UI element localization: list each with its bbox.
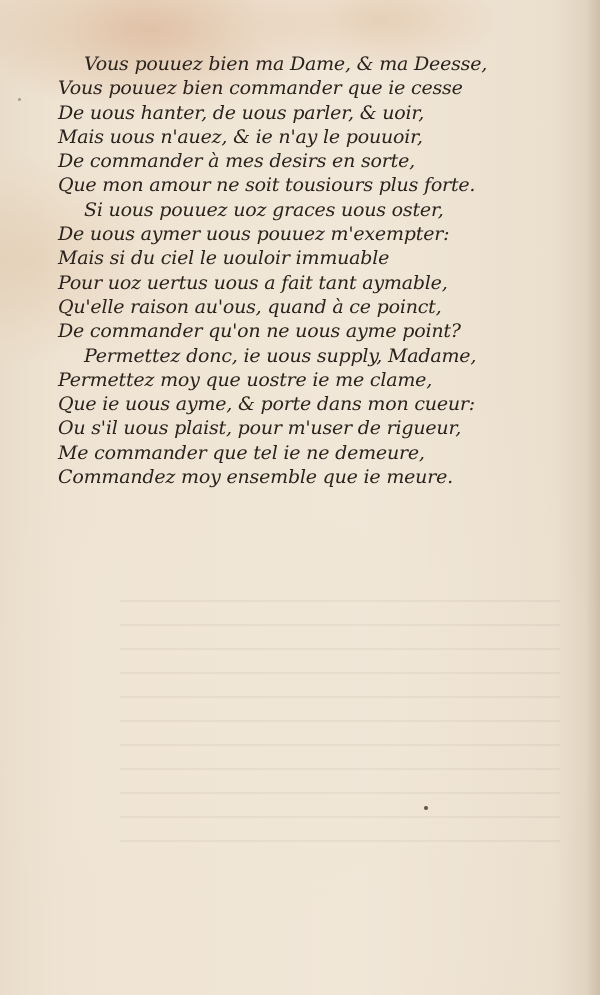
verse-line: Que ie uous ayme, & porte dans mon cueur: (58, 393, 476, 416)
ink-speck (424, 806, 428, 810)
verse-line: Vous pouuez bien commander que ie cesse (58, 77, 463, 100)
verse-line: Ou s'il uous plaist, pour m'user de rigueur, (58, 417, 462, 440)
verse-line: Qu'elle raison au'ous, quand à ce poinct, (58, 295, 442, 318)
verse-line: De commander qu'on ne uous ayme point? (58, 320, 461, 343)
verse-line: Que mon amour ne soit tousiours plus forte. (58, 174, 476, 197)
verse-line: Vous pouuez bien ma Dame, & ma Deesse, (84, 53, 488, 75)
verse-line: Pour uoz uertus uous a fait tant aymable, (58, 271, 448, 294)
verse-line: De uous aymer uous pouuez m'exempter: (58, 223, 450, 246)
bleed-through-text (120, 600, 560, 860)
verse-line: Permettez donc, ie uous supply, Madame, (84, 344, 477, 367)
verse-line: Mais si du ciel le uouloir immuable (58, 247, 390, 270)
verse-line: De commander à mes desirs en sorte, (58, 150, 415, 173)
poem-text (58, 52, 538, 489)
ink-speck (18, 98, 21, 101)
verse-line: Commandez moy ensemble que ie meure. (58, 466, 453, 489)
verse-line: Mais uous n'auez, & ie n'ay le pouuoir, (58, 125, 423, 148)
verse-line: Permettez moy que uostre ie me clame, (58, 368, 433, 391)
page-edge-shadow (586, 0, 600, 995)
verse-line: Si uous pouuez uoz graces uous oster, (84, 198, 444, 221)
verse-line: De uous hanter, de uous parler, & uoir, (58, 101, 425, 124)
verse-line: Me commander que tel ie ne demeure, (58, 441, 425, 464)
